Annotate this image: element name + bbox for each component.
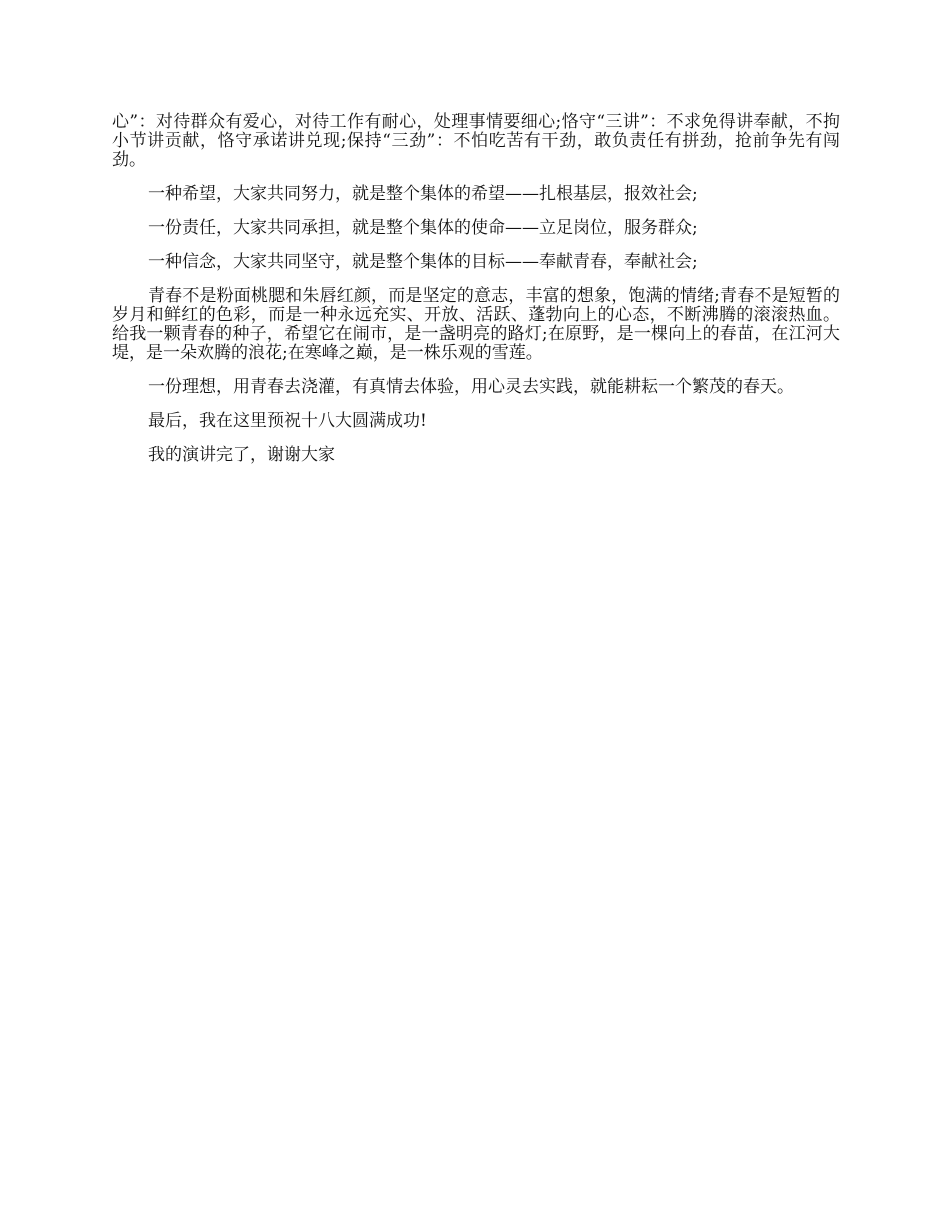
document-body	[112, 113, 840, 480]
paragraph-hope: 一种希望，大家共同努力，就是整个集体的希望——扎根基层，报效社会;	[148, 184, 698, 204]
paragraph-ideal: 一份理想，用青春去浇灌，有真情去体验，用心灵去实践，就能耕耘一个繁茂的春天。	[148, 377, 794, 397]
paragraph-youth: 青春不是粉面桃腮和朱唇红颜，而是坚定的意志，丰富的想象，饱满的情绪;青春不是短暂的岁月和鲜红的色彩，而是一种永远充实、开放、活跃、蓬勃向上的心态，不断沸腾的滚滚热血。给我一颗青春的种子，希望它在闹市，是一盏明亮的路灯;在原野，是一棵向上的春苗，在江河大堤，是一朵欢腾的浪花;在寒峰之巅，是一株乐观的雪莲。	[112, 286, 840, 363]
paragraph-continued: 心”：对待群众有爱心，对待工作有耐心，处理事情要细心;恪守“三讲”：不求免得讲奉献，不拘小节讲贡献，恪守承诺讲兑现;保持“三劲”：不怕吃苦有干劲，敢负责任有拼劲，抢前争先有闯劲。	[112, 112, 840, 170]
paragraph-belief: 一种信念，大家共同坚守，就是整个集体的目标——奉献青春，奉献社会;	[148, 252, 698, 272]
paragraph-closing: 我的演讲完了，谢谢大家	[148, 445, 335, 465]
paragraph-wish: 最后，我在这里预祝十八大圆满成功!	[148, 411, 427, 431]
paragraph-responsibility: 一份责任，大家共同承担，就是整个集体的使命——立足岗位，服务群众;	[148, 218, 698, 238]
